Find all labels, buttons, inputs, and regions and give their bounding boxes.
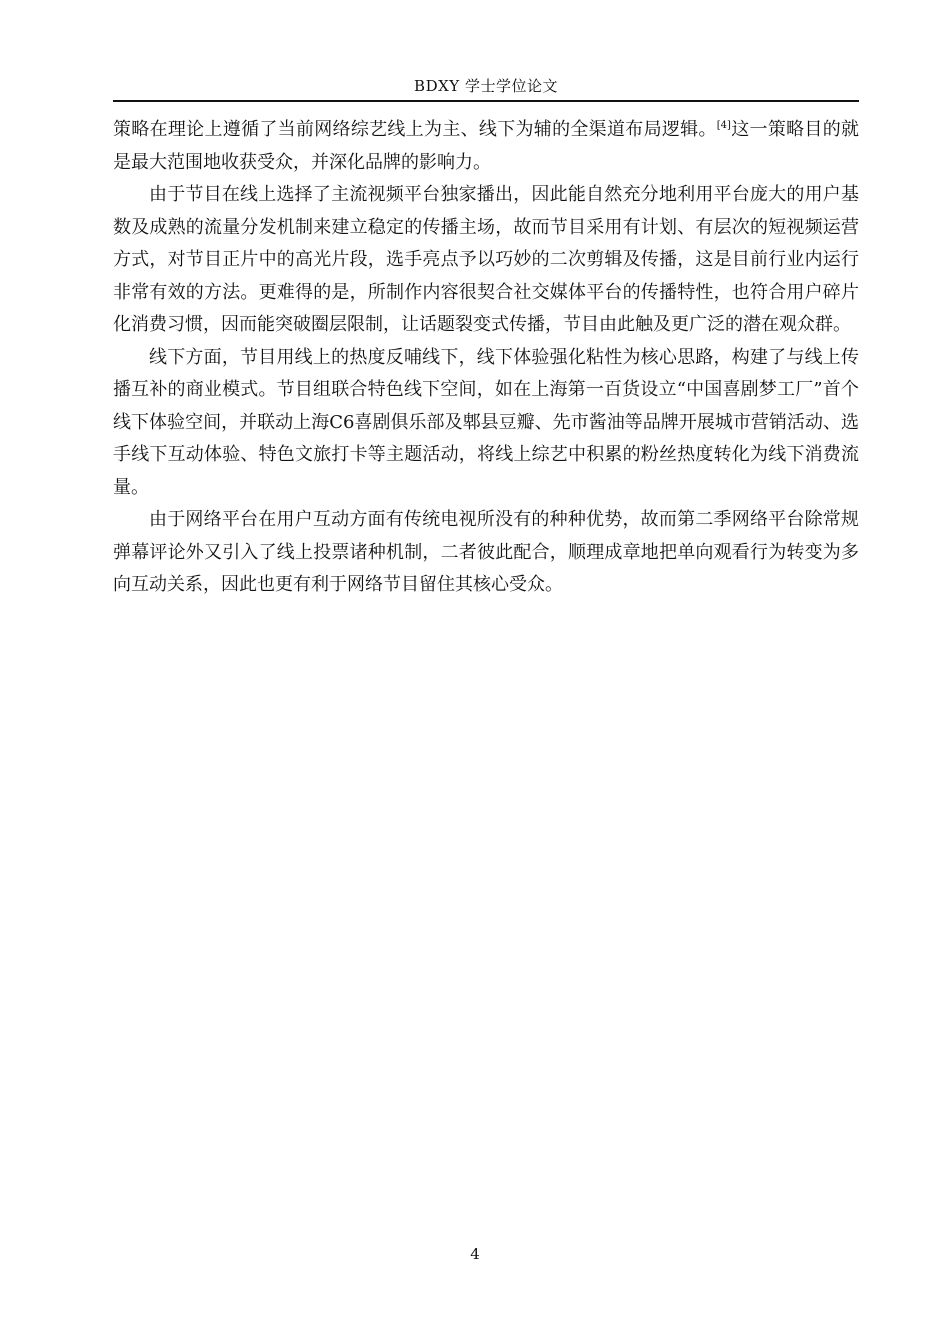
paragraph-text: 这一策略目的就是最大范围地收获受众，并深化品牌的影响力。 [113, 119, 860, 173]
paragraph: 由于网络平台在用户互动方面有传统电视所没有的种种优势，故而第二季网络平台除常规弹幕评论外又引入了线上投票诸种机制，二者彼此配合，顺理成章地把单向观看行为转变为多向互动关系，因此也更有利于网络节目留住其核心受众。 [113, 509, 859, 595]
header-title: BDXY 学士学位论文 [414, 77, 558, 95]
header-divider [113, 100, 859, 102]
paragraph-text: 策略在理论上遵循了当前网络综艺线上为主、线下为辅的全渠道布局逻辑。 [113, 119, 717, 140]
page-number: 4 [470, 1245, 480, 1263]
paragraph: 由于节目在线上选择了主流视频平台独家播出，因此能自然充分地利用平台庞大的用户基数及成熟的流量分发机制来建立稳定的传播主场，故而节目采用有计划、有层次的短视频运营方式，对节目正片中的高光片段，选手亮点予以巧妙的二次剪辑及传播，这是目前行业内运行非常有效的方法。更难得的是，所制作内容很契合社交媒体平台的传播特性，也符合用户碎片化消费习惯，因而能突破圈层限制，让话题裂变式传播，节目由此触及更广泛的潜在观众群。 [113, 184, 859, 335]
citation-marker: [4] [716, 120, 731, 131]
body-text [113, 114, 859, 602]
paragraph: 线下方面，节目用线上的热度反哺线下，线下体验强化粘性为核心思路，构建了与线上传播互补的商业模式。节目组联合特色线下空间，如在上海第一百货设立“中国喜剧梦工厂”首个线下体验空间，并联动上海C6喜剧俱乐部及郫县豆瓣、先市酱油等品牌开展城市营销活动、选手线下互动体验、特色文旅打卡等主题活动，将线上综艺中积累的粉丝热度转化为线下消费流量。 [113, 346, 859, 498]
paragraph-continued [113, 114, 859, 179]
page-header [113, 76, 859, 96]
